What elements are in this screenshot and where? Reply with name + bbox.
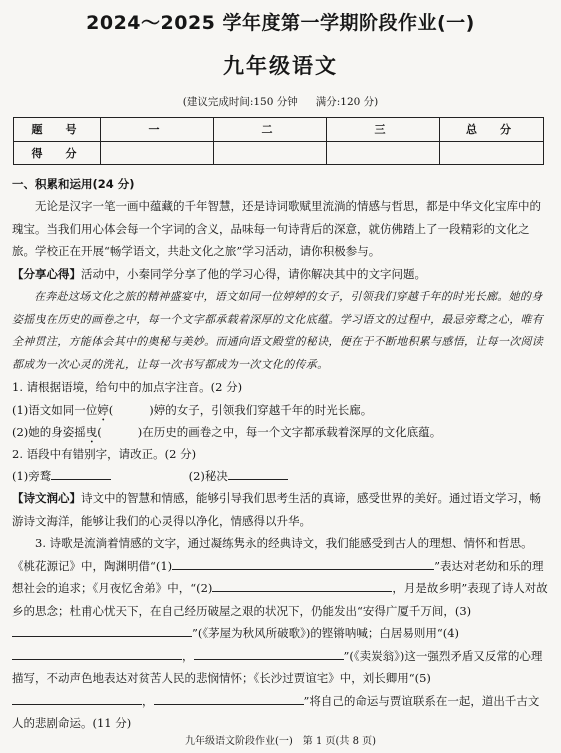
question-3: 3. 诗歌是流淌着情感的文字，通过凝练隽永的经典诗文，我们能感受到古人的理想、情怀和哲思。《桃花源记》中，陶渊明借“(1) ”表达对老幼和乐的理想社会的追求；《月夜忆舍弟》中，“(2) ，月是故乡明”表现了诗人对故乡的思念；杜甫心忧天下，在自己经历破屋之艰的状况下，仍能发出“安得广厦千万间，(3)”(《茅屋为秋风所破歌》)的铿锵呐喊；白居易则用“(4)， ”(《卖炭翁》)这一强烈矛盾又反常的心理描写，不动声色地表达对贫苦人民的悲悯情怀；《长沙过贾谊宅》中，刘长卿用“(5)， ”将自己的命运与贾谊联系在一起，道出千古文人的悲剧命运。(11 分) <box>12 536 548 730</box>
score-cell[interactable] <box>327 141 440 165</box>
section-heading: 一、积累和运用(24 分) <box>12 177 135 191</box>
score-cell[interactable] <box>214 141 327 165</box>
exam-time-note <box>0 94 561 109</box>
answer-blank[interactable] <box>212 579 392 592</box>
question-1-a: (1)语文如同一位婷( )婷的女子，引领我们穿越千年的时光长廊。 <box>12 403 373 417</box>
score-header-cell: 总 分 <box>440 118 544 142</box>
exam-subject: 九年级语文 <box>223 54 338 78</box>
pinyin-answer-blank[interactable] <box>113 402 149 414</box>
score-table-header-row <box>14 118 544 142</box>
answer-blank[interactable] <box>12 647 182 660</box>
exam-title: 2024～2025 学年度第一学期阶段作业(一) <box>86 12 475 34</box>
score-cell[interactable] <box>440 141 544 165</box>
answer-blank[interactable] <box>228 467 288 480</box>
score-header-cell: 一 <box>101 118 214 142</box>
answer-blank[interactable] <box>194 647 344 660</box>
answer-blank[interactable] <box>12 624 192 637</box>
score-row-label: 得 分 <box>14 141 101 165</box>
question-2-answers: (1)旁鹜 (2)秘决 <box>12 465 549 488</box>
full-score: 满分:120 分) <box>315 96 379 108</box>
task-text: 诗文中的智慧和情感，能够引导我们思考生活的真谛，感受世界的美好。通过语文学习，畅游诗文海洋，能够让我们的心灵得以净化，情感得以升华。 <box>12 491 541 528</box>
score-header-cell: 三 <box>327 118 440 142</box>
question-2: 2. 语段中有错别字，请改正。(2 分) <box>12 447 197 461</box>
dotted-char: 曳 <box>85 425 98 439</box>
score-header-cell: 二 <box>214 118 327 142</box>
answer-blank[interactable] <box>154 692 304 705</box>
task-text: 活动中，小秦同学分享了他的学习心得，请你解决其中的文字问题。 <box>81 267 426 281</box>
italic-passage: 在奔赴这场文化之旅的精神盛宴中，语文如同一位婷婷的女子，引领我们穿越千年的时光长廊。她的身姿摇曳在历史的画卷之中，每一个文字都承载着深厚的文化底蕴。学习语文的过程中，最忌旁鹜之心，唯有全神贯注，方能体会其中的奥秘与美妙。而通向语文殿堂的秘诀，便在于不断地积累与感悟，让每一次阅读都成为一次心灵的洗礼，让每一次书写都成为一次文化的传承。 <box>12 290 544 371</box>
task-poetry-heading <box>12 487 549 532</box>
score-header-cell: 题 号 <box>14 118 101 142</box>
score-cell[interactable] <box>101 141 214 165</box>
dotted-char: 婷 <box>97 403 109 417</box>
answer-blank[interactable] <box>172 557 434 570</box>
answer-blank[interactable] <box>12 692 142 705</box>
answer-blank[interactable] <box>51 467 111 480</box>
time-limit: (建议完成时间:150 分钟 <box>182 96 298 108</box>
section-intro: 无论是汉字一笔一画中蕴藏的千年智慧，还是诗词歌赋里流淌的情感与哲思，都是中华文化宝库中的瑰宝。当我们用心体会每一个字词的含义，品味每一句诗背后的深意，就仿佛踏上了一段精彩的文化之旅。学校正在开展“畅学语文，共赴文化之旅”学习活动，请你积极参与。 <box>12 199 541 258</box>
task-tag: 【诗文润心】 <box>12 491 81 505</box>
question-1: 1. 请根据语境，给句中的加点字注音。(2 分) <box>12 380 243 394</box>
score-table-score-row <box>14 141 544 165</box>
question-1-b: (2)她的身姿摇曳( )在历史的画卷之中，每一个文字都承载着深厚的文化底蕴。 <box>12 425 442 439</box>
pinyin-answer-blank[interactable] <box>102 424 138 436</box>
task-tag: 【分享心得】 <box>12 267 81 281</box>
page-footer: 九年级语文阶段作业(一) 第 1 页(共 8 页) <box>184 736 377 747</box>
score-table <box>13 117 544 165</box>
task-share-heading <box>12 263 549 286</box>
